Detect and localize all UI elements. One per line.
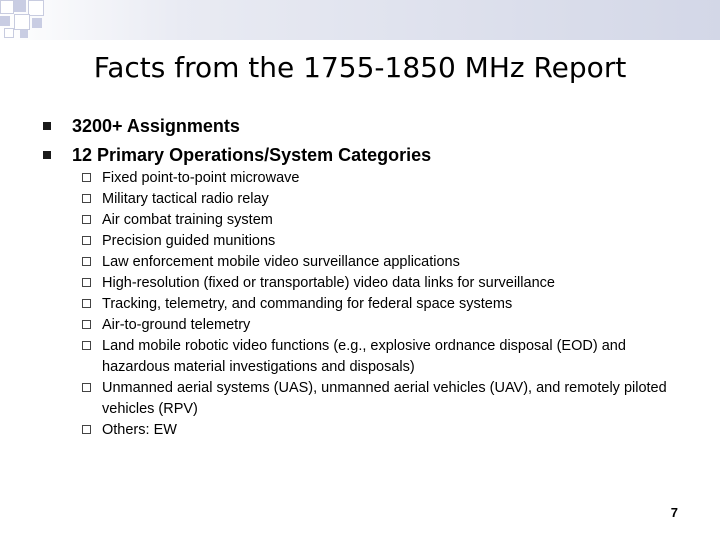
checkbox-bullet-icon — [82, 383, 91, 392]
sub-bullet-item — [80, 273, 690, 294]
bullet-item — [40, 141, 431, 170]
bullet-list — [40, 112, 431, 170]
decorative-square — [14, 0, 26, 12]
sub-bullet-item — [80, 168, 690, 189]
sub-bullet-item — [80, 189, 690, 210]
checkbox-bullet-icon — [82, 236, 91, 245]
sub-bullet-list — [80, 168, 690, 441]
decorative-square — [28, 0, 44, 16]
slide-title: Facts from the 1755-1850 MHz Report — [93, 51, 627, 84]
sub-bullet-item — [80, 210, 690, 231]
decorative-square — [14, 14, 30, 30]
checkbox-bullet-icon — [82, 215, 91, 224]
sub-bullet-text: Law enforcement mobile video surveillance applications — [102, 254, 460, 270]
sub-bullet-text: Air-to-ground telemetry — [102, 317, 251, 333]
sub-bullet-item — [80, 252, 690, 273]
decorative-square — [32, 18, 42, 28]
sub-bullet-text: Tracking, telemetry, and commanding for federal space systems — [102, 296, 513, 312]
sub-bullet-text: Military tactical radio relay — [102, 191, 269, 207]
checkbox-bullet-icon — [82, 194, 91, 203]
decorative-square — [0, 16, 10, 26]
sub-bullet-text: Air combat training system — [102, 212, 273, 228]
checkbox-bullet-icon — [82, 299, 91, 308]
sub-bullet-item — [80, 231, 690, 252]
sub-bullet-item — [80, 420, 690, 441]
checkbox-bullet-icon — [82, 320, 91, 329]
page-number: 7 — [670, 505, 678, 520]
bullet-text: 12 Primary Operations/System Categories — [72, 145, 432, 165]
decorative-square — [0, 0, 14, 14]
sub-bullet-text: High-resolution (fixed or transportable) video data links for surveillance — [102, 275, 555, 291]
sub-bullet-item — [80, 336, 690, 378]
sub-bullet-text: Others: EW — [102, 422, 177, 438]
checkbox-bullet-icon — [82, 257, 91, 266]
bullet-text: 3200+ Assignments — [72, 116, 240, 136]
checkbox-bullet-icon — [82, 341, 91, 350]
sub-bullet-item — [80, 294, 690, 315]
sub-bullet-text: Fixed point-to-point microwave — [102, 170, 300, 186]
header-gradient-band — [0, 0, 720, 40]
checkbox-bullet-icon — [82, 425, 91, 434]
sub-bullet-text: Precision guided munitions — [102, 233, 276, 249]
decorative-square — [4, 28, 14, 38]
square-bullet-icon — [43, 151, 51, 159]
sub-bullet-text: Land mobile robotic video functions (e.g., explosive ordnance disposal (EOD) and hazardous material investigations and disposals) — [102, 338, 626, 375]
sub-bullet-item — [80, 378, 690, 420]
checkbox-bullet-icon — [82, 173, 91, 182]
square-bullet-icon — [43, 122, 51, 130]
bullet-item — [40, 112, 431, 141]
decorative-square — [20, 30, 28, 38]
sub-bullet-item — [80, 315, 690, 336]
checkbox-bullet-icon — [82, 278, 91, 287]
sub-bullet-text: Unmanned aerial systems (UAS), unmanned aerial vehicles (UAV), and remotely piloted vehicles (RPV) — [102, 380, 667, 417]
